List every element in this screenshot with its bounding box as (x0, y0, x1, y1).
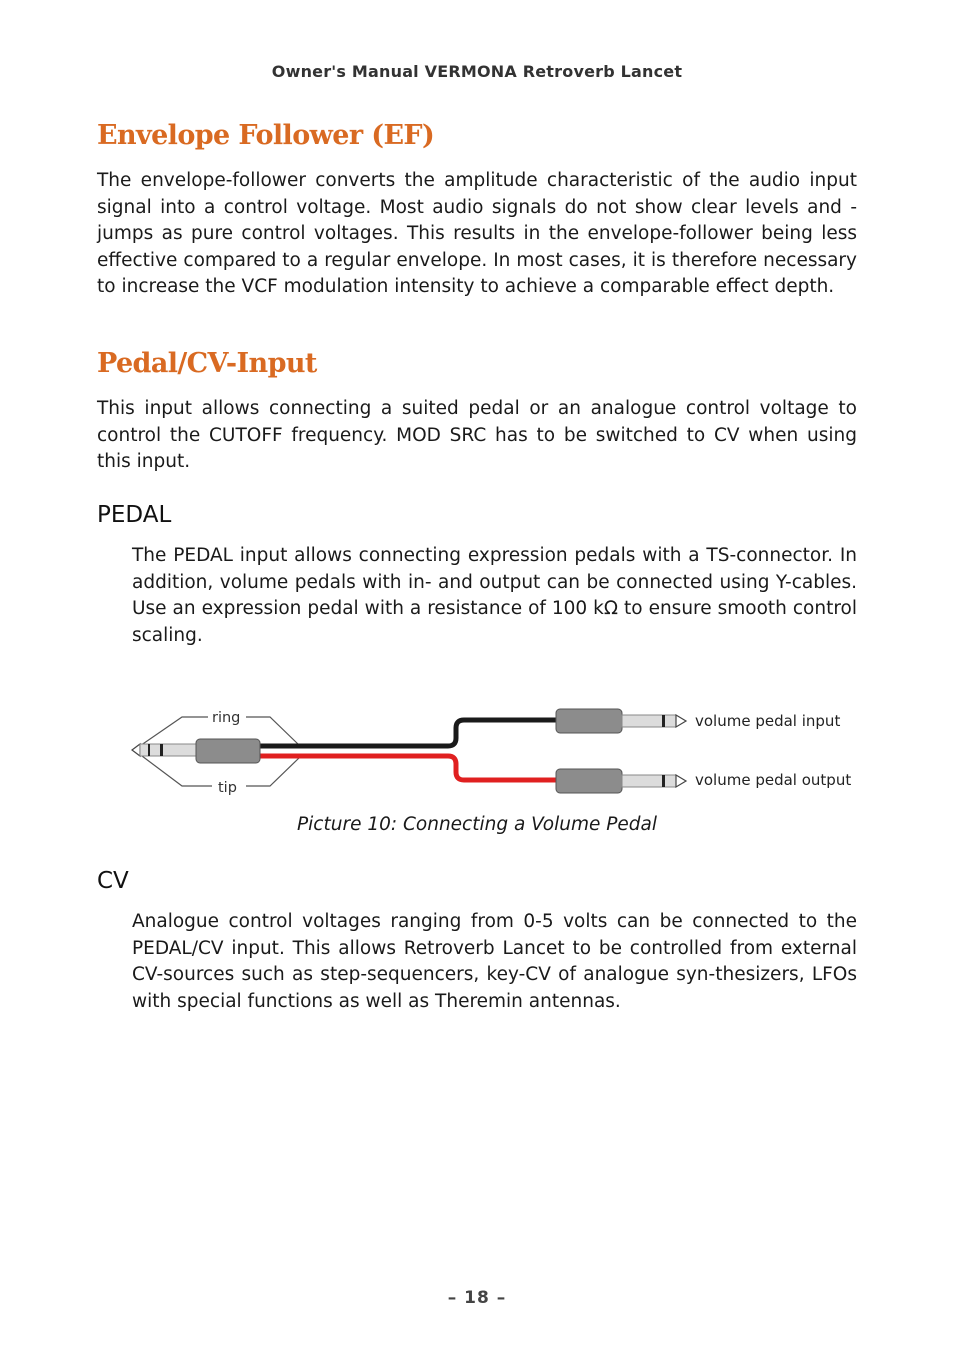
subheading-pedal: PEDAL (97, 502, 172, 528)
figure-caption: Picture 10: Connecting a Volume Pedal (297, 814, 657, 835)
section-title-pedal-cv-input: Pedal/CV-Input (97, 348, 317, 379)
ring-label: ring (212, 710, 241, 726)
envelope-follower-paragraph: The envelope-follower converts the amplitude characteristic of the audio input signal into a control voltage. Most audio signals do not show clear levels and -jumps as pure control voltages. This results in the envelope-follower being less effective compared to a regular envelope. In most cases, it is therefore necessary to increase the VCF modulation intensity to achieve a comparable effect depth. (97, 170, 857, 297)
subheading-cv: CV (97, 868, 129, 894)
black-cable (258, 720, 560, 746)
input-plug (556, 709, 686, 733)
output-plug (556, 769, 686, 793)
volume-pedal-connection-diagram (120, 690, 880, 815)
volume-pedal-input-label: volume pedal input (695, 712, 841, 730)
pedal-cv-paragraph: This input allows connecting a suited pedal or an analogue control voltage to control the CUTOFF frequency. MOD SRC has to be switched to CV when using this input. (97, 398, 857, 472)
running-header: Owner's Manual VERMONA Retroverb Lancet (271, 62, 683, 81)
tip-label: tip (218, 780, 237, 796)
section-title-envelope-follower: Envelope Follower (EF) (97, 120, 435, 151)
red-cable (258, 756, 560, 780)
pedal-paragraph: The PEDAL input allows connecting expression pedals with a TS-connector. In addition, volume pedals with in- and output can be connected using Y-cables. Use an expression pedal with a resistance of 100 kΩ to ensure smooth control scaling. (132, 545, 857, 646)
cv-paragraph: Analogue control voltages ranging from 0-5 volts can be connected to the PEDAL/CV input. This allows Retroverb Lancet to be controlled from external CV-sources such as step-sequencers, key-CV of analogue syn-thesizers, LFOs with special functions as well as Theremin antennas. (132, 911, 857, 1012)
volume-pedal-output-label: volume pedal output (695, 771, 852, 789)
page-number: – 18 – (447, 1288, 507, 1308)
trs-plug (132, 739, 260, 763)
